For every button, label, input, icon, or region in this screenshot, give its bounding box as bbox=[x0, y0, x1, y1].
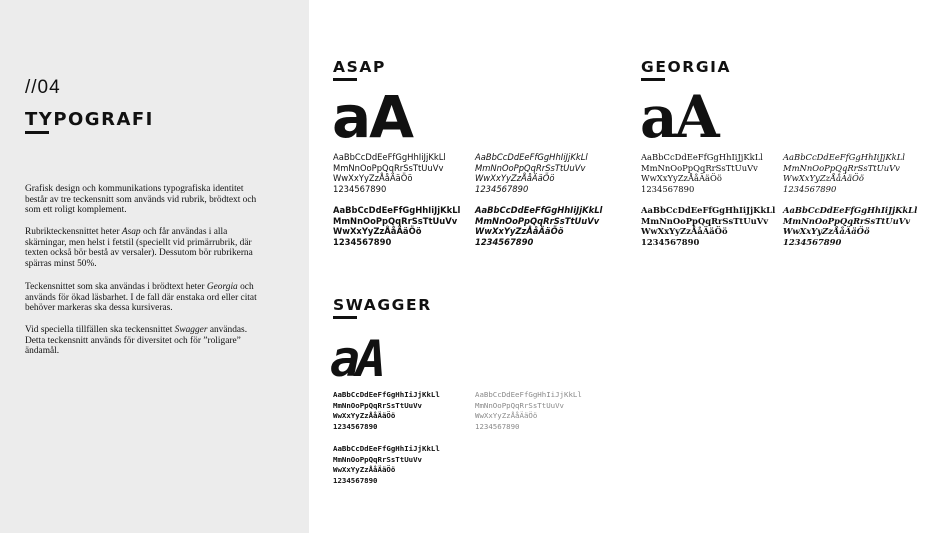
asap-display-glyphs: aA bbox=[332, 83, 413, 151]
page-title: TYPOGRAFI bbox=[25, 109, 154, 130]
asap-heading-underline bbox=[333, 78, 357, 81]
asap-sample-bold-italic: AaBbCcDdEeFfGgHhIiJjKkLl MmNnOoPpQqRrSsTtUuVv WwXxYyZzÅåÄäÖö 1234567890 bbox=[475, 205, 603, 248]
asap-sample-italic: AaBbCcDdEeFfGgHhIiJjKkLl MmNnOoPpQqRrSsTtUuVv WwXxYyZzÅåÄäÖö 1234567890 bbox=[475, 152, 588, 195]
georgia-sample-bold-italic: AaBbCcDdEeFfGgHhIiJjKkLl MmNnOoPpQqRrSsTtUuVv WwXxYyZzÅåÄäÖö 1234567890 bbox=[783, 205, 918, 248]
swagger-heading-underline bbox=[333, 316, 357, 319]
asap-heading: ASAP bbox=[333, 58, 386, 76]
intro-paragraph: Grafisk design och kommunikations typografiska identitet består av tre teckensnitt som används vid rubrik, brödtext och som ett roligt komplement. bbox=[25, 184, 257, 216]
asap-sample-regular: AaBbCcDdEeFfGgHhIiJjKkLl MmNnOoPpQqRrSsTtUuVv WwXxYyZzÅåÄäÖö 1234567890 bbox=[333, 152, 446, 195]
section-number: //04 bbox=[25, 77, 61, 98]
swagger-sample-bold: AaBbCcDdEeFfGgHhIiJjKkLl MmNnOoPpQqRrSsTtUuVv WwXxYyZzÅåÄäÖö 1234567890 bbox=[333, 444, 440, 486]
swagger-sample-regular: AaBbCcDdEeFfGgHhIiJjKkLl MmNnOoPpQqRrSsTtUuVv WwXxYyZzÅåÄäÖö 1234567890 bbox=[333, 390, 440, 432]
georgia-heading-underline bbox=[641, 78, 665, 81]
georgia-heading: GEORGIA bbox=[641, 58, 732, 76]
georgia-display-glyphs: aA bbox=[640, 83, 717, 151]
swagger-sample-light: AaBbCcDdEeFfGgHhIiJjKkLl MmNnOoPpQqRrSsTtUuVv WwXxYyZzÅåÄäÖö 1234567890 bbox=[475, 390, 582, 432]
georgia-sample-regular: AaBbCcDdEeFfGgHhIiJjKkLl MmNnOoPpQqRrSsTtUuVv WwXxYyZzÅåÄäÖö 1234567890 bbox=[641, 152, 763, 195]
title-underline bbox=[25, 131, 49, 134]
swagger-display-glyphs: aA bbox=[330, 330, 383, 388]
georgia-paragraph: Teckensnittet som ska användas i brödtext heter Georgia och används för ökad läsbarhet. I de fall där enstaka ord eller citat behöver markeras ska dessa kursiveras. bbox=[25, 282, 257, 314]
asap-paragraph: Rubrikteckensnittet heter Asap och får användas i alla skärningar, men helst i fetstil (speciellt vid primärrubrik, där texten också bör bestå av versaler). Dessutom bör rubrikerna spärras minst 50%. bbox=[25, 227, 253, 269]
georgia-sample-bold: AaBbCcDdEeFfGgHhIiJjKkLl MmNnOoPpQqRrSsTtUuVv WwXxYyZzÅåÄäÖö 1234567890 bbox=[641, 205, 776, 248]
georgia-sample-italic: AaBbCcDdEeFfGgHhIiJjKkLl MmNnOoPpQqRrSsTtUuVv WwXxYyZzÅåÄäÖö 1234567890 bbox=[783, 152, 905, 195]
swagger-paragraph: Vid speciella tillfällen ska teckensnittet Swagger användas. Detta teckensnitt används för diversitet och för ”roligare” ändamål. bbox=[25, 325, 248, 357]
swagger-heading: SWAGGER bbox=[333, 296, 432, 314]
asap-sample-bold: AaBbCcDdEeFfGgHhIiJjKkLl MmNnOoPpQqRrSsTtUuVv WwXxYyZzÅåÄäÖö 1234567890 bbox=[333, 205, 461, 248]
